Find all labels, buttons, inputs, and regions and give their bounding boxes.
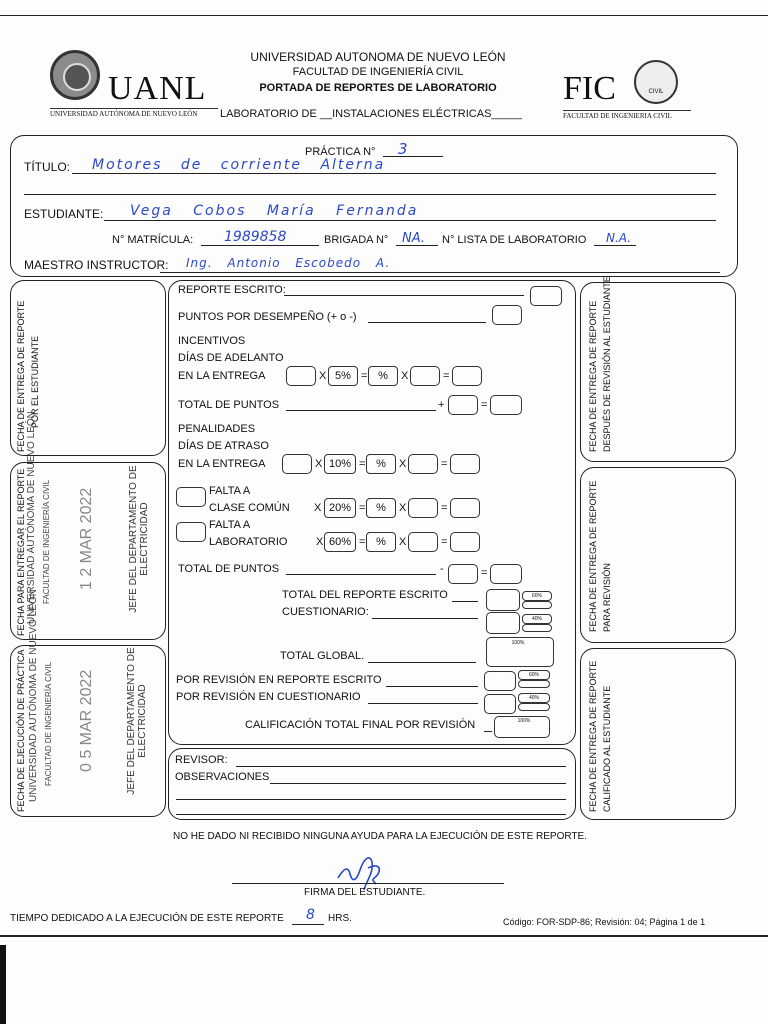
uanl-divider — [50, 108, 218, 109]
tiempo-label: TIEMPO DEDICADO A LA EJECUCIÓN DE ESTE REPORTE — [10, 913, 284, 924]
right-p1-line1: FECHA DE ENTREGA DE REPORTE — [588, 300, 598, 452]
clase-pct-box[interactable]: % — [366, 498, 396, 518]
university-title: UNIVERSIDAD AUTONOMA DE NUEVO LEÓN — [250, 50, 506, 64]
calif-total-final-line — [484, 731, 492, 732]
brigada-label: BRIGADA N° — [324, 234, 389, 246]
pct-10-box: 10% — [324, 454, 356, 474]
adelanto-days-box[interactable] — [286, 366, 316, 386]
falta-a-label-1: FALTA A — [209, 485, 251, 497]
turnin-label: FECHA PARA ENTREGAR EL REPORTE — [16, 468, 26, 636]
rev-reporte-escrito-line — [386, 686, 478, 687]
adelanto-mult-box[interactable] — [410, 366, 440, 386]
practice-label: PRÁCTICA N° — [305, 146, 376, 158]
review-panel — [168, 748, 576, 820]
observaciones-line-2[interactable] — [176, 799, 566, 800]
report-cover-title: PORTADA DE REPORTES DE LABORATORIO — [259, 82, 497, 94]
rev-cuestionario-label: POR REVISIÓN EN CUESTIONARIO — [176, 691, 361, 703]
right-p2-line1: FECHA DE ENTREGA DE REPORTE — [588, 480, 598, 632]
turnin-stamp-date: 1 2 MAR 2022 — [78, 487, 95, 590]
pct-5-box: 5% — [328, 366, 358, 386]
dias-adelanto-label: DÍAS DE ADELANTO — [178, 352, 284, 364]
revisor-line[interactable] — [236, 766, 566, 767]
adelanto-pct-box[interactable]: % — [368, 366, 398, 386]
top-border — [0, 15, 768, 16]
firma-label: FIRMA DEL ESTUDIANTE. — [304, 887, 426, 898]
en-la-entrega-label-1: EN LA ENTREGA — [178, 370, 266, 382]
small-60-value-1[interactable] — [522, 601, 552, 609]
rev-reporte-escrito-label: POR REVISIÓN EN REPORTE ESCRITO — [176, 674, 382, 686]
lab-mult-box[interactable] — [408, 532, 438, 552]
student-label: ESTUDIANTE: — [24, 207, 104, 221]
penalidades-label: PENALIDADES — [178, 423, 256, 435]
uanl-logo-text: UANL — [108, 70, 207, 107]
clase-comun-check[interactable] — [176, 487, 206, 507]
right-p3-line1: FECHA DE ENTREGA DE REPORTE — [588, 660, 598, 812]
cuestionario-line — [372, 618, 478, 619]
lab-name: INSTALACIONES ELÉCTRICAS — [332, 108, 492, 120]
observaciones-line-3[interactable] — [176, 814, 566, 815]
matricula-label: N° MATRÍCULA: — [112, 234, 194, 246]
en-la-entrega-label-2: EN LA ENTREGA — [178, 458, 266, 470]
delivery-date-label-2: POR EL ESTUDIANTE — [30, 335, 40, 428]
total-puntos-box-1a[interactable] — [448, 395, 478, 415]
maestro-label: MAESTRO INSTRUCTOR: — [24, 258, 169, 272]
total-puntos-box-2a[interactable] — [448, 564, 478, 584]
fic-seal-icon — [634, 60, 678, 104]
uanl-seal-icon — [50, 50, 100, 100]
falta-a-label-2: FALTA A — [209, 519, 251, 531]
atraso-result-box[interactable] — [450, 454, 480, 474]
rev-reporte-escrito-box[interactable] — [484, 671, 516, 691]
total-reporte-escrito-line — [452, 601, 478, 602]
total-puntos-line-1 — [286, 410, 436, 411]
lab-prefix: LABORATORIO DE __ — [220, 108, 333, 120]
total-puntos-box-2b[interactable] — [490, 564, 522, 584]
puntos-desempeno-label: PUNTOS POR DESEMPEÑO (+ o -) — [178, 311, 357, 323]
total-puntos-box-1b[interactable] — [490, 395, 522, 415]
reporte-escrito-label: REPORTE ESCRITO: — [178, 284, 286, 296]
small-40-box-2: 40% — [518, 693, 550, 703]
maestro-line — [160, 272, 720, 273]
laboratorio-label: LABORATORIO — [209, 536, 288, 548]
practice-line — [383, 156, 443, 157]
total-puntos-label-2: TOTAL DE PUNTOS — [178, 563, 280, 575]
atraso-days-box[interactable] — [282, 454, 312, 474]
clase-comun-label: CLASE COMÚN — [209, 502, 290, 514]
uanl-caption: UNIVERSIDAD AUTÓNOMA DE NUEVO LEÓN — [50, 110, 198, 118]
small-100-label-2: 100% — [517, 718, 531, 724]
reporte-escrito-line — [284, 295, 524, 296]
incentivos-label: INCENTIVOS — [178, 335, 246, 347]
hrs-label: HRS. — [328, 913, 352, 924]
total-reporte-escrito-box[interactable] — [486, 589, 520, 611]
document-code: Código: FOR-SDP-86; Revisión: 04; Página 1 de 1 — [503, 917, 706, 927]
total-puntos-line-2 — [286, 574, 436, 575]
turnin-stamp-univ: UNIVERSIDAD AUTÓNOMA DE NUEVO LEÓN — [26, 411, 37, 624]
laboratorio-check[interactable] — [176, 522, 206, 542]
turnin-dept: JEFE DEL DEPARTAMENTO DE ELECTRICIDAD — [128, 465, 150, 613]
rev-cuestionario-line — [368, 703, 478, 704]
lista-line — [594, 245, 636, 246]
total-reporte-escrito-label: TOTAL DEL REPORTE ESCRITO — [282, 589, 448, 601]
right-p2-line2: PARA REVISIÓN — [602, 563, 612, 632]
cuestionario-box[interactable] — [486, 612, 520, 634]
lab-pct-box[interactable]: % — [366, 532, 396, 552]
exec-stamp-univ: UNIVERSIDAD AUTÓNOMA DE NUEVO LEÓN — [28, 589, 39, 802]
small-100-label-1: 100% — [511, 640, 525, 646]
small-60-box-2: 60% — [518, 670, 550, 680]
lista-label: N° LISTA DE LABORATORIO — [442, 234, 587, 246]
pct-20-box: 20% — [324, 498, 356, 518]
clase-mult-box[interactable] — [408, 498, 438, 518]
clase-result-box[interactable] — [450, 498, 480, 518]
reporte-escrito-box[interactable] — [530, 286, 562, 306]
exec-label: FECHA DE EJECUCIÓN DE PRÁCTICA — [16, 649, 26, 812]
cuestionario-label: CUESTIONARIO: — [282, 606, 369, 618]
exec-stamp-fac: FACULTAD DE INGENIERÍA CIVIL — [44, 661, 53, 786]
small-60-value-2[interactable] — [518, 680, 550, 688]
lab-line: LABORATORIO DE __INSTALACIONES ELÉCTRICAS_____ — [220, 108, 523, 120]
tiempo-value[interactable]: 8 — [306, 907, 315, 923]
turnin-stamp-fac: FACULTAD DE INGENIERÍA CIVIL — [42, 479, 51, 604]
puntos-desempeno-box[interactable] — [492, 305, 522, 325]
exec-stamp-date: 0 5 MAR 2022 — [78, 669, 95, 772]
rev-cuestionario-box[interactable] — [484, 694, 516, 714]
fic-seal-text: CIVIL — [648, 89, 664, 95]
matricula-value[interactable]: 1989858 — [224, 229, 287, 245]
puntos-desempeno-line — [368, 322, 486, 323]
title-line-2 — [24, 194, 716, 195]
revisor-label: REVISOR: — [175, 754, 228, 766]
right-p3-line2: CALIFICADO AL ESTUDIANTE — [602, 685, 612, 812]
total-global-label: TOTAL GLOBAL. — [280, 650, 365, 662]
faculty-title: FACULTAD DE INGENIERÍA CIVIL — [292, 66, 464, 78]
small-40-value-1[interactable] — [522, 624, 552, 632]
student-line — [104, 220, 716, 221]
student-value[interactable]: Vega Cobos María Fernanda — [130, 203, 419, 219]
adelanto-result-box[interactable] — [452, 366, 482, 386]
lab-result-box[interactable] — [450, 532, 480, 552]
delivery-date-label-1: FECHA DE ENTREGA DE REPORTE — [16, 300, 26, 452]
tiempo-line — [292, 924, 324, 925]
exec-dept: JEFE DEL DEPARTAMENTO DE ELECTRICIDAD — [126, 647, 148, 795]
title-label: TÍTULO: — [24, 160, 71, 174]
total-puntos-label-1: TOTAL DE PUNTOS — [178, 399, 280, 411]
practice-value[interactable]: 3 — [398, 140, 408, 158]
atraso-pct-box[interactable]: % — [366, 454, 396, 474]
dias-atraso-label: DÍAS DE ATRASO — [178, 440, 269, 452]
calif-total-final-label: CALIFICACIÓN TOTAL FINAL POR REVISIÓN — [245, 719, 476, 731]
fic-divider — [563, 110, 691, 111]
firma-line[interactable] — [232, 883, 504, 884]
scan-edge-mark — [0, 945, 6, 1024]
pct-60-box: 60% — [324, 532, 356, 552]
footer-border — [0, 935, 768, 937]
matricula-line — [201, 245, 319, 246]
lista-value[interactable]: N.A. — [606, 231, 632, 245]
fic-caption: FACULTAD DE INGENIERIA CIVIL — [563, 112, 672, 120]
no-help-statement: NO HE DADO NI RECIBIDO NINGUNA AYUDA PARA LA EJECUCIÓN DE ESTE REPORTE. — [173, 831, 587, 842]
right-p1-line2: DESPUÉS DE REVISIÓN AL ESTUDIANTE — [602, 276, 612, 452]
total-global-line — [368, 662, 476, 663]
brigada-value[interactable]: NA. — [402, 231, 425, 246]
observaciones-label: OBSERVACIONES — [175, 771, 270, 783]
small-60-box-1: 60% — [522, 591, 552, 601]
atraso-mult-box[interactable] — [408, 454, 438, 474]
observaciones-line-1[interactable] — [270, 783, 566, 784]
small-40-box-1: 40% — [522, 614, 552, 624]
title-value[interactable]: Motores de corriente Alterna — [92, 157, 386, 173]
small-40-value-2[interactable] — [518, 703, 550, 711]
maestro-value[interactable]: Ing. Antonio Escobedo A. — [186, 256, 391, 270]
fic-logo-text: FIC — [563, 70, 616, 107]
title-line — [72, 173, 716, 174]
